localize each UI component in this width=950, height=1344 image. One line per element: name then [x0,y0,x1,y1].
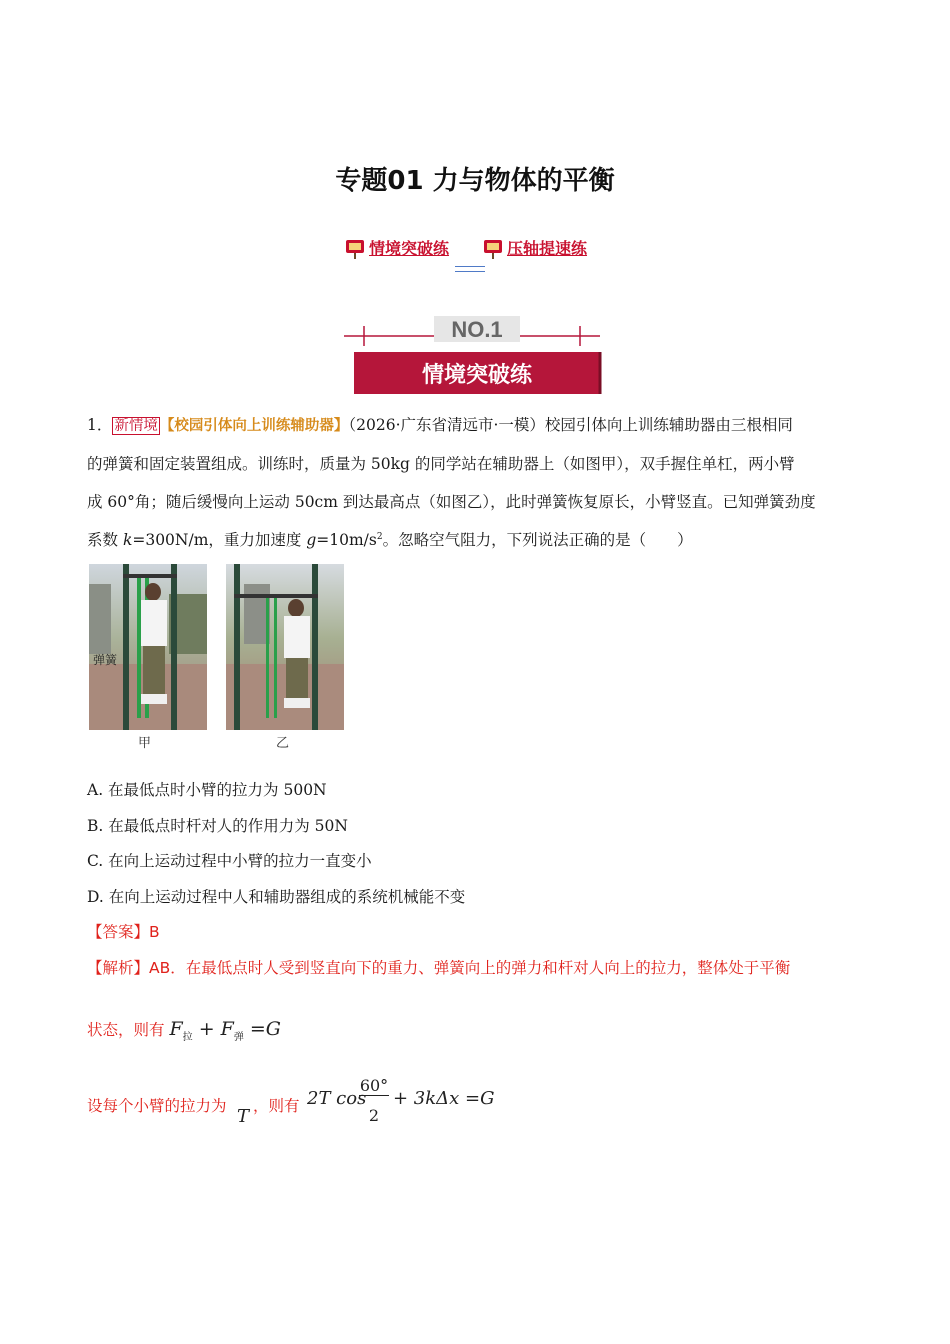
equation-arm-tension: 2T cos [307,1088,367,1109]
nav-label: 情境突破练 [369,239,450,258]
analysis-line-1: 【解析】AB．在最低点时人受到竖直向下的重力、弹簧向上的弹力和杆对人向上的拉力，整体处于平衡 [87,959,791,977]
analysis-label: 【解析】 [87,959,150,977]
nav-divider [455,266,485,272]
answer [87,920,160,942]
answer-value: B [149,923,160,941]
option-b: B. 在最低点时杆对人的作用力为 50N [87,817,348,835]
equation-force-balance: $F_拉 + F_弹 =G$ [169,1018,281,1043]
tag-topic: 【校园引体向上训练辅助器】 [159,418,349,434]
tag-new-scenario: 新情境 [114,418,158,434]
answer-label: 【答案】 [87,923,150,941]
photo-yi [226,564,344,730]
question-line-3: 成 60°角；随后缓慢向上运动 50cm 到达最高点（如图乙），此时弹簧恢复原长，小臂竖直。已知弹簧劲度 [87,493,816,511]
question-stem [87,406,862,559]
spring-label: 弹簧 [93,653,118,667]
flag-icon [345,238,367,258]
section-banner [344,314,604,396]
question-line-1 [87,406,862,445]
analysis-line-2: 状态，则有 $F_拉 + F_弹 =G$ [87,1018,281,1043]
figure-caption: 甲 [138,736,152,751]
nav-link-scenario[interactable] [345,236,449,259]
figure-caption: 乙 [276,736,290,751]
option-c: C. 在向上运动过程中小臂的拉力一直变小 [87,852,372,870]
page-title: 专题01 力与物体的平衡 [335,166,615,196]
banner-number: NO.1 [451,317,503,342]
question-number: 1． [87,416,113,434]
photo-jia [89,564,207,730]
option-d: D. 在向上运动过程中人和辅助器组成的系统机械能不变 [87,888,466,906]
option-a: A. 在最低点时小臂的拉力为 500N [87,781,327,799]
flag-icon [483,238,505,258]
banner-label: 情境突破练 [421,363,533,388]
nav-link-finale[interactable] [483,236,587,259]
question-line-2: 的弹簧和固定装置组成。训练时，质量为 50kg 的同学站在辅助器上（如图甲），双手握住单杠，两小臂 [87,455,795,473]
nav-label: 压轴提速练 [507,239,588,258]
question-text: （2026·广东省清远市·一模）校园引体向上训练辅助器由三根相同 [348,416,793,434]
question-line-4: 系数 k=300N/m，重力加速度 $g=10m/s^2$。忽略空气阻力，下列说法正确的是（ ） [87,531,693,549]
